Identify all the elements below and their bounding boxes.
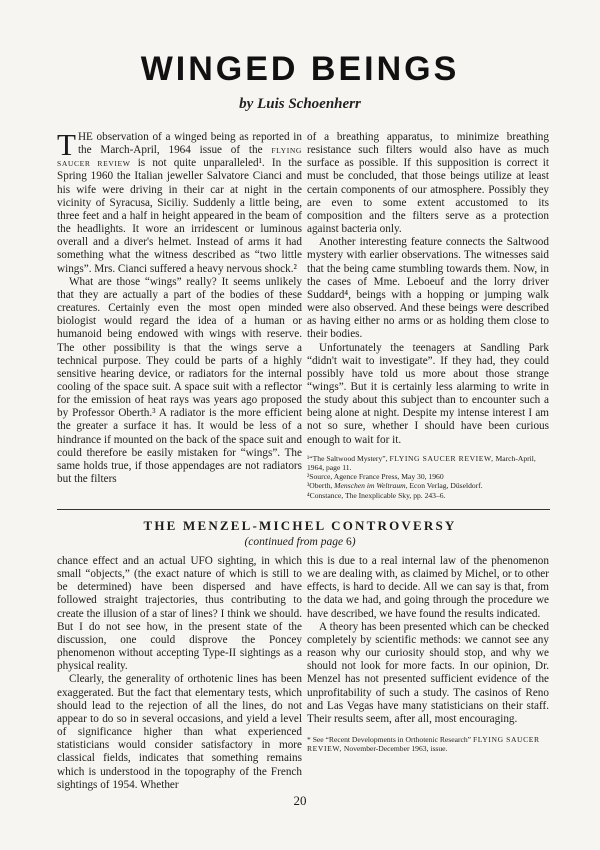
section-paragraph-2: Clearly, the generality of orthotenic lines has been exaggerated. But the fact that elementary tests, which should lead to the rejection of all the lines, do not appear to do so in several occasions, and yield a level of significance higher than what experienced statisticians would consider satisfactory in more classical fields, indicates that something remains which is understood in the topography of the French sightings of 1954. Whether [57, 673, 302, 791]
article-column-left [57, 127, 303, 486]
section-title: THE MENZEL-MICHEL CONTROVERSY [143, 518, 457, 533]
article-column-right [307, 131, 549, 500]
section-paragraph-1: chance effect and an actual UFO sighting, in which small “objects,” (the exact nature of which is still to be determined) have been dispersed and have followed straight trajectories, thus contributing to create the illusion of a star of lines? I think we should. But I do not see how, in the present state of the discussion, one could disprove the Poncey phenomenon without accepting Type-II sightings as a physical reality. [57, 555, 302, 673]
article-paragraph-2: What are those “wings” really? It seems unlikely that they are actually a part of the bodies of these creatures. Certainly even the most open minded biologist would regard the idea of a human or humanoid being endowed with wings with reserve. The other possibility is that the wings serve a technical purpose. They could be parts of a highly sensitive hearing device, or radiators for the internal cooling of the space suit. A space suit with a reflector for the emission of heat rays was years ago proposed by Professor Oberth.³ A radiator is the more efficient the greater a surface it has. It would be less of a hindrance if mounted on the back of the space suit and could therefore be easily mistaken for “wings”. The same holds true, if those appendages are not radiators but the filters [57, 275, 302, 486]
section-footnote: * See “Recent Developments in Orthotenic Research” FLYING SAUCER REVIEW, November-December 1963, issue. [307, 735, 540, 754]
drop-cap: T [57, 127, 76, 162]
article-paragraph-5: Unfortunately the teenagers at Sandling Park “didn't wait to investigate”. If they had, they could possibly have told us more about those strange “wings”. But it is certainly less alarming to write in the study about this subject than to encounter such a being alone at night. Despite my intense interest I am not so sure, whether I should have been curious enough to wait for it. [307, 341, 549, 446]
magazine-name: FLYING SAUCER REVIEW [57, 146, 303, 169]
page-number: 20 [293, 793, 307, 808]
section-paragraph-3: this is due to a real internal law of the phenomenon we are dealing with, as claimed by Michel, or to other effects, is hard to decide. All we can say is that, from the data we had, and going through the procedure we have described, we have found the results indicated. [307, 555, 549, 620]
article-byline: by Luis Schoenherr [239, 96, 361, 112]
section-column-right [307, 555, 549, 753]
article-notes [307, 454, 549, 500]
article-paragraph-1: THE observation of a winged being as reported in the March-April, 1964 issue of the FLYING SAUCER REVIEW is not quite unparalleled¹. In the Spring 1960 the Italian jeweller Salvatore Cianci and his wife were driving in their car at night in the vicinity of Syracusa, Siciliy. Suddenly a little being, three feet and a half in height appeared in the beam of the headlights. It wore an irridescent or luminous overall and a diver's helmet. Instead of arms it had something what the witness described as “two little wings”. Mrs. Cianci suffered a heavy nervous shock.² [57, 127, 303, 275]
continued-note: (continued from page 6) [244, 536, 356, 548]
section-divider [57, 509, 550, 510]
note-4: ⁴Constance, The Inexplicable Sky, pp. 243–6. [307, 490, 446, 500]
section-paragraph-4: A theory has been presented which can be checked completely by scientific methods: we cannot see any reason why our curiosity should stop, and why we should not look for more facts. In our opinion, Dr. Menzel has not presented sufficient evidence of the unprofitability of such a study. The casinos of Reno and Las Vegas have many statisticians on their staff. Their results seem, after all, most encouraging. [307, 620, 549, 725]
article-title: WINGED BEINGS [140, 50, 460, 88]
note-1: ¹“The Saltwood Mystery”, FLYING SAUCER REVIEW, March-April, 1964, page 11. [307, 453, 536, 472]
article-paragraph-4: Another interesting feature connects the Saltwood mystery with earlier observations. The witnesses said that the being came stumbling towards them. Now, in the cases of Mme. Leboeuf and the lorry driver Suddard⁴, beings with a hopping or jumping walk were also observed. And these beings were described as having either no arms or as holding them close to their bodies. [307, 236, 549, 341]
section-column-left [57, 555, 302, 792]
note-3: ³Oberth, Menschen im Weltraum, Econ Verlag, Düseldorf. [307, 481, 483, 491]
note-2: ²Source, Agence France Press, May 30, 1960 [307, 472, 444, 482]
article-paragraph-3: of a breathing apparatus, to minimize breathing resistance such filters would also have as much surface as possible. If this supposition is correct it must be concluded, that those beings utilize at least certain components of our atmosphere. Possibly they are even to some extent accustomed to its composition and the filters serve as a protection against bacteria only. [307, 131, 549, 236]
